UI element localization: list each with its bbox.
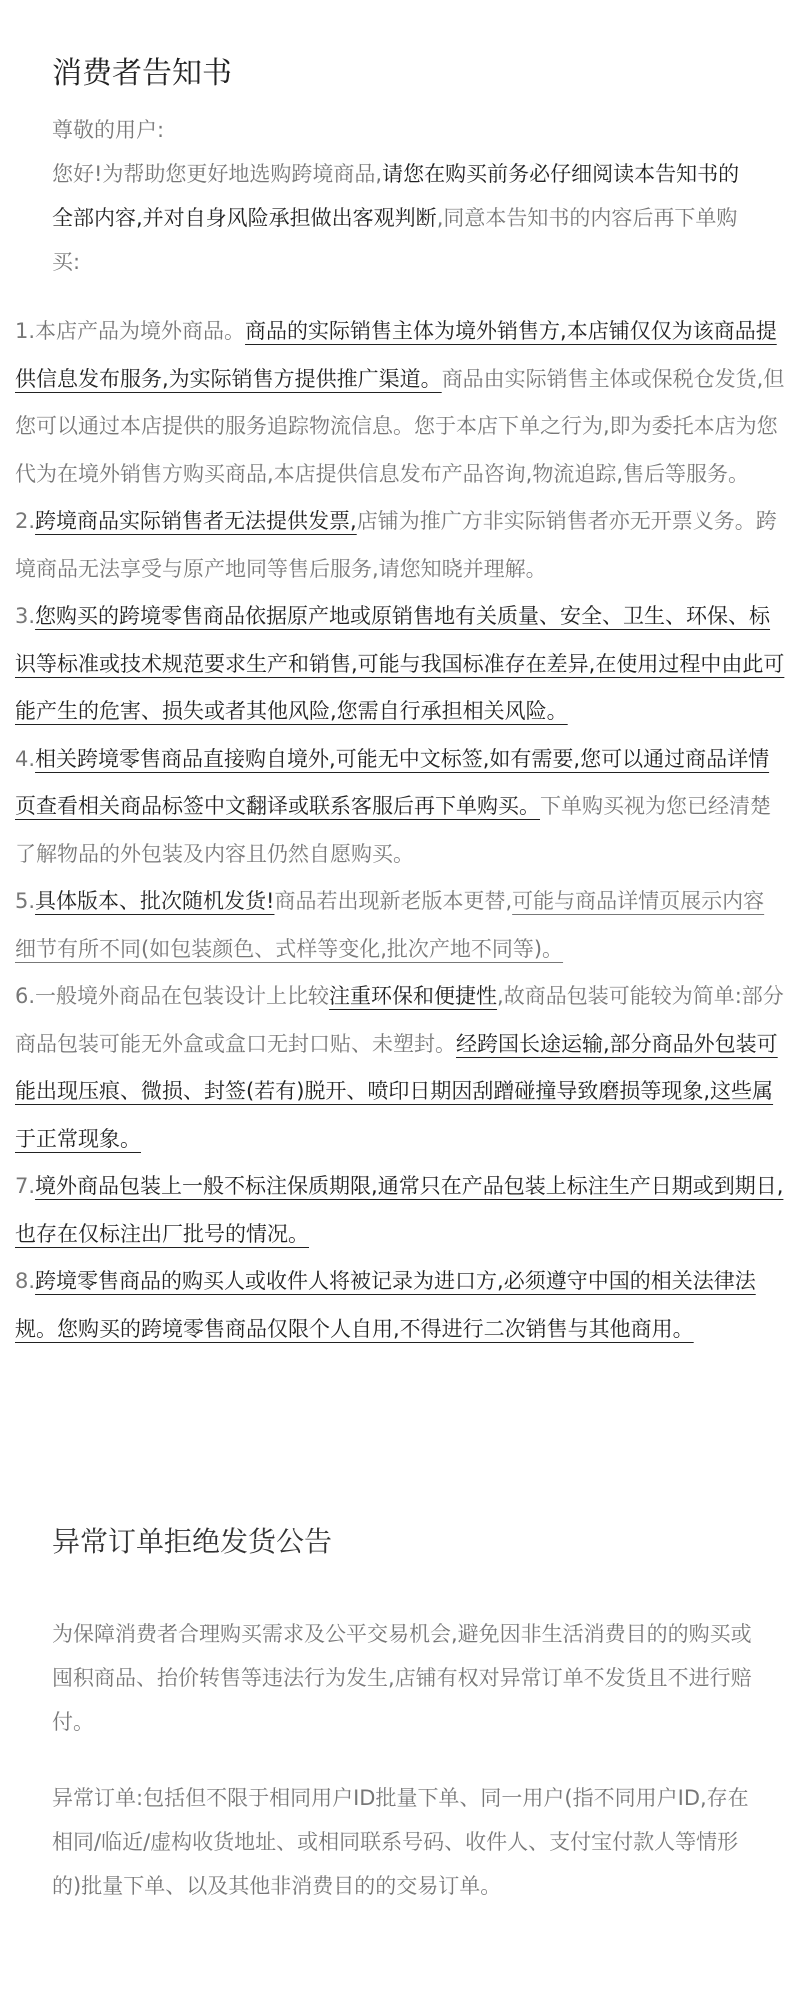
item-text: 商品由实际销售主体或保税仓发货,但您可以通过本店提供的服务追踪物流信息。您于本店下单之行为,即为委托本店为您代为在境外销售方购买商品,本店提供信息发布产品咨询,物流追踪,售后等服务。 — [15, 366, 785, 486]
greeting: 尊敬的用户: — [52, 118, 165, 142]
abnormal-order-title: 异常订单拒绝发货公告 — [52, 1525, 333, 1558]
notice-item-4 — [15, 736, 785, 879]
notice-item-6 — [15, 973, 785, 1163]
item-underlined-text: 经跨国长途运输,部分商品外包装可能出现压痕、微损、封签(若有)脱开、喷印日期因刮蹭碰撞导致磨损等现象,这些属于正常现象。 — [15, 1031, 778, 1151]
item-text: 店铺为推广方非实际销售者亦无开票义务。跨境商品无法享受与原产地同等售后服务,请您知晓并理解。 — [15, 509, 777, 581]
item-number: 1. — [15, 319, 36, 343]
item-number: 5. — [15, 889, 36, 913]
item-number: 7. — [15, 1174, 36, 1198]
item-text: 本店产品为境外商品。 — [35, 319, 246, 343]
item-number: 8. — [15, 1269, 36, 1293]
item-underlined-text: 注重环保和便捷性 — [329, 984, 498, 1008]
intro-text-a: 您好!为帮助您更好地选购跨境商品, — [52, 162, 383, 186]
notice-item-2 — [15, 498, 785, 593]
item-underlined-text: 相关跨境零售商品直接购自境外,可能无中文标签,如有需要,您可以通过商品详情页查看相关商品标签中文翻译或联系客服后再下单购买。 — [15, 746, 770, 818]
item-underlined-text: 您购买的跨境零售商品依据原产地或原销售地有关质量、安全、卫生、环保、标识等标准或技术规范要求生产和销售,可能与我国标准存在差异,在使用过程中由此可能产生的危害、损失或者其他风险,您需自行承担相关风险。 — [15, 604, 785, 723]
item-text: 商品若出现新老版本更替, — [274, 889, 513, 913]
notice-item-5 — [15, 878, 785, 973]
abnormal-order-paragraph-1: 为保障消费者合理购买需求及公平交易机会,避免因非生活消费目的的购买或囤积商品、抬价转售等违法行为发生,店铺有权对异常订单不发货且不进行赔付。 — [52, 1622, 752, 1734]
notice-intro — [52, 108, 752, 284]
notice-items-list — [15, 308, 785, 1353]
notice-item-3 — [15, 593, 785, 736]
intro-text-b: ,同意本告知书的内容后再下单购买: — [52, 206, 738, 274]
item-text: 下单购买视为您已经清楚了解物品的外包装及内容且仍然自愿购买。 — [15, 794, 771, 866]
item-underlined-text: 跨境零售商品的购买人或收件人将被记录为进口方,必须遵守中国的相关法律法规。您购买的跨境零售商品仅限个人自用,不得进行二次销售与其他商用。 — [15, 1269, 756, 1341]
item-number: 2. — [15, 509, 36, 533]
item-number: 4. — [15, 746, 36, 771]
item-text: 一般境外商品在包装设计上比较 — [35, 984, 330, 1008]
item-underlined-text: 具体版本、批次随机发货! — [35, 889, 275, 913]
notice-item-1 — [15, 308, 785, 498]
intro-emphasis: 请您在购买前务必仔细阅读本告知书的全部内容,并对自身风险承担做出客观判断 — [52, 162, 740, 230]
item-number: 3. — [15, 604, 36, 628]
item-number: 6. — [15, 984, 36, 1008]
item-underlined-text: 境外商品包装上一般不标注保质期限,通常只在产品包装上标注生产日期或到期日,也存在仅标注出厂批号的情况。 — [15, 1174, 784, 1246]
notice-item-8 — [15, 1258, 785, 1353]
abnormal-order-paragraph-2: 异常订单:包括但不限于相同用户ID批量下单、同一用户(指不同用户ID,存在相同/临近/虚构收货地址、或相同联系号码、收件人、支付宝付款人等情形的)批量下单、以及其他非消费目的的交易订单。 — [52, 1786, 749, 1898]
item-text: ,故商品包装可能较为简单:部分商品包装可能无外盒或盒口无封口贴、未塑封。 — [15, 984, 784, 1056]
item-underlined-text: 商品的实际销售主体为境外销售方,本店铺仅仅为该商品提供信息发布服务,为实际销售方提供推广渠道。 — [15, 319, 777, 391]
notice-item-7 — [15, 1163, 785, 1258]
item-underlined-text: 跨境商品实际销售者无法提供发票, — [35, 509, 357, 533]
item-underlined-text: 可能与商品详情页展示内容细节有所不同(如包装颜色、式样等变化,批次产地不同等)。 — [15, 889, 765, 961]
notice-title: 消费者告知书 — [52, 56, 232, 91]
